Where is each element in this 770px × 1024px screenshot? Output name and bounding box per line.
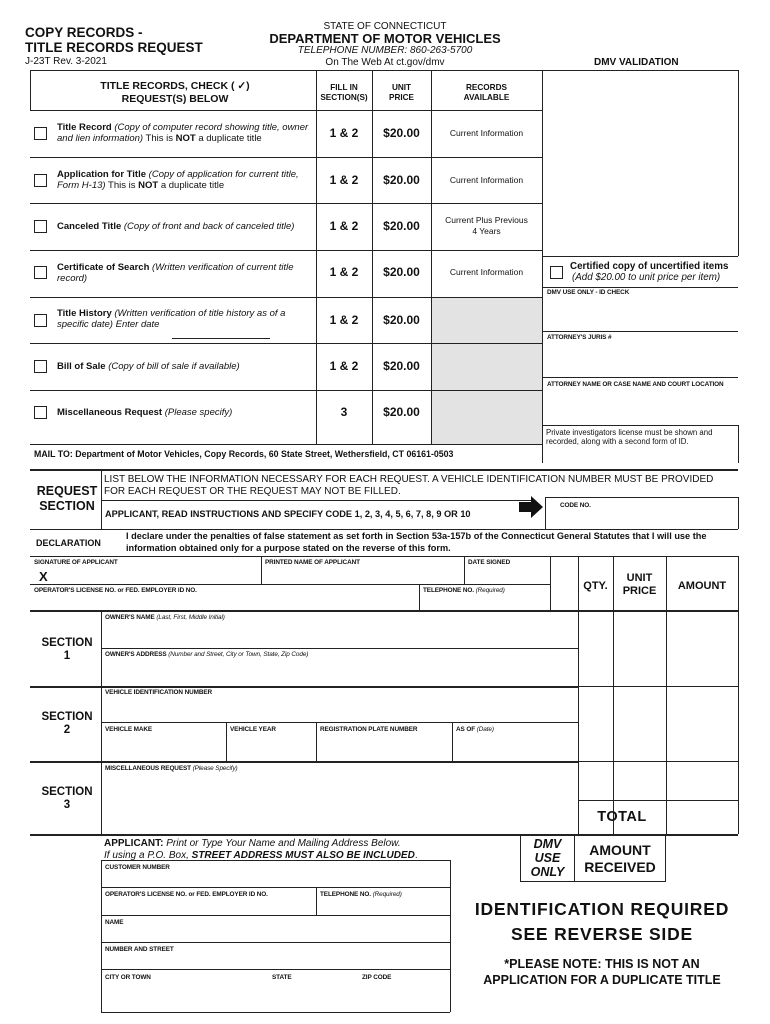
state-label: STATE [272,974,292,981]
applicant-box-right [450,860,451,1012]
unit-price-header-line2: PRICE [622,585,657,597]
certified-copy-label [570,261,728,283]
owner-name-label-text: OWNER'S NAME [105,614,155,621]
row-canceled-title [57,221,315,232]
code-no-label: CODE NO. [560,502,591,509]
request-section-label [34,484,100,514]
row-misc-request [57,407,312,418]
code-box-right [738,497,739,529]
header-title-records [60,80,290,106]
amount-received-label [575,842,665,876]
id-required-notice [452,897,752,947]
row-price: $20.00 [383,126,420,140]
header-fill-in-line1: FILL IN [330,83,358,92]
name-label: NAME [105,919,124,926]
website: On The Web At ct.gov/dmv [325,57,445,68]
city-label: CITY OR TOWN [105,974,151,981]
row-sep [30,157,542,158]
applicant-telephone-label-text: TELEPHONE NO. [320,891,371,898]
applicant-sep [101,887,450,888]
row-sections: 1 & 2 [329,173,359,187]
total-label: TOTAL [597,809,647,825]
attorney-name-field[interactable] [543,397,738,424]
declaration-text: I declare under the penalties of false statement as set forth in Section 53a-157b of the Connecticut General Statutes that I will use the information obtained only for a purpose stated on the reverse of this form. [126,531,707,553]
row-note: This is [105,180,139,191]
row-sep [30,444,542,445]
applicant-instructions [104,838,418,861]
header-fill-in [316,83,372,103]
applicant-box-top [101,860,450,861]
amount-label: AMOUNT [589,842,651,858]
header-records-available [431,83,542,103]
amount-header: AMOUNT [677,580,727,592]
form-title [25,26,203,55]
row-sections: 1 & 2 [329,313,359,327]
header-title-records-line1: TITLE RECORDS, CHECK ( ✓) [100,80,250,92]
zip-field[interactable] [357,982,449,1010]
table-top-border [30,70,542,71]
amount-top [550,556,738,557]
row-title-history [57,308,312,330]
vehicle-make-field[interactable] [102,734,225,760]
zip-label: ZIP CODE [362,974,392,981]
mail-to-address: MAIL TO: Department of Motor Vehicles, Copy Records, 60 State Street, Wethersfield, CT 06161-0503 [34,449,454,459]
row-label: Title Record [57,122,112,133]
bill-of-sale-checkbox[interactable] [34,360,47,373]
section3-label [34,786,100,812]
section2-bottom [30,761,578,763]
street-field[interactable] [102,954,449,968]
title-history-date-field[interactable] [172,338,270,339]
owner-name-field[interactable] [102,622,577,647]
amount-row-sep [578,686,738,687]
state-name: STATE OF CONNECTICUT [323,21,447,32]
applicant-box-bottom [101,1012,450,1013]
request-inner-sep [101,500,531,501]
dmv-id-check-label: DMV USE ONLY - ID CHECK [547,289,630,296]
right-panel-border [738,425,739,463]
attorney-juris-label: ATTORNEY'S JURIS # [547,334,612,341]
row-description: (Copy of application for current title, Form H-13) [57,169,299,191]
row-note-end: a duplicate title [158,180,225,191]
misc-request-label-text: MISCELLANEOUS REQUEST [105,765,191,772]
header-unit-price [372,83,431,103]
agency-header [255,21,515,69]
row-sections: 3 [340,405,348,419]
row-description: (Copy of front and back of canceled title) [121,221,295,232]
section-divider [30,469,738,471]
row-sep [30,390,542,391]
table-left-border [30,70,31,110]
validation-top-border [542,70,738,71]
request-label-line2: SECTION [39,499,95,513]
form-title-line2: TITLE RECORDS REQUEST [25,39,203,55]
right-panel-sep [542,425,738,426]
row-description: (Copy of bill of sale if available) [105,361,240,372]
sections-top [30,610,738,612]
code-no-field[interactable] [546,510,737,528]
attorney-juris-field[interactable] [543,342,738,376]
signature-field[interactable] [54,567,259,583]
date-signed-field[interactable] [465,567,549,583]
customer-number-field[interactable] [102,872,449,886]
city-field[interactable] [102,982,267,1010]
header-title-records-line2: REQUEST(S) BELOW [121,93,229,105]
section1-qty[interactable] [579,611,612,685]
owner-address-label-text: OWNER'S ADDRESS [105,651,167,658]
applicant-code-instruction: APPLICANT, READ INSTRUCTIONS AND SPECIFY CODE 1, 2, 3, 4, 5, 6, 7, 8, 9 OR 10 [105,509,471,519]
code-box-top [545,497,738,498]
title-record-checkbox[interactable] [34,127,47,140]
application-title-checkbox[interactable] [34,174,47,187]
note-line1: *PLEASE NOTE: THIS IS NOT AN [504,957,700,971]
applicant-telephone-field[interactable] [317,899,449,914]
received-label: RECEIVED [584,859,656,875]
attorney-name-label: ATTORNEY NAME OR CASE NAME AND COURT LOCATION [547,381,724,388]
unavailable-shade [432,297,542,444]
applicant-instruction-line1: Print or Type Your Name and Mailing Address Below. [163,838,401,849]
unit-price-header [613,572,666,598]
row-sections: 1 & 2 [329,219,359,233]
right-panel-sep [542,377,738,378]
section2-sep [101,722,578,723]
row-available: Current Plus Previous 4 Years [445,215,528,236]
row-note-end: a duplicate title [195,133,262,144]
applicant-sep [101,915,450,916]
vehicle-year-field[interactable] [227,734,315,760]
vehicle-make-label: VEHICLE MAKE [105,726,153,733]
as-of-hint: (Date) [476,726,494,733]
certified-copy-note: (Add $20.00 to unit price per item) [572,272,721,283]
operator-license-field[interactable] [31,595,418,609]
id-required-line1: IDENTIFICATION REQUIRED [474,899,730,919]
declaration-label: DECLARATION [36,538,101,548]
row-price: $20.00 [383,173,420,187]
row-bill-of-sale [57,361,312,372]
row-certificate-search [57,262,307,284]
amount-row-sep [578,761,738,762]
row-sections: 1 & 2 [329,265,359,279]
operator-license-label: OPERATOR'S LICENSE NO. or FED. EMPLOYER ID NO. [34,587,197,594]
applicant-license-label: OPERATOR'S LICENSE NO. or FED. EMPLOYER ID NO. [105,891,268,898]
owner-name-label [105,614,225,621]
request-instructions: LIST BELOW THE INFORMATION NECESSARY FOR EACH REQUEST. A VEHICLE IDENTIFICATION NUMBER MUST BE PROVIDED FOR EACH REQUEST OR THE REQUEST MAY NOT BE FILLED. [104,474,714,497]
row-label: Miscellaneous Request [57,407,163,418]
section1-label [34,637,100,663]
total-amount-field[interactable] [667,801,737,833]
right-panel-sep [542,287,738,288]
right-panel-sep [542,256,738,257]
header-records-available-line1: RECORDS [466,83,507,92]
dmv-id-check-field[interactable] [543,297,738,331]
dmv-label: DMV [533,837,562,851]
note-line2: APPLICATION FOR A DUPLICATE TITLE [483,973,721,987]
section1-number: 1 [63,650,71,662]
owner-address-field[interactable] [102,659,577,685]
row-title-record [57,122,312,144]
vehicle-year-label: VEHICLE YEAR [230,726,276,733]
telephone-label-text: TELEPHONE NO. [423,587,474,594]
row-application-title [57,169,315,191]
customer-number-label: CUSTOMER NUMBER [105,864,170,871]
row-price: $20.00 [383,265,420,279]
row-description: (Written verification of title history as of a specific date) Enter date [57,308,286,330]
row-label: Certificate of Search [57,262,150,273]
certified-copy-checkbox[interactable] [550,266,563,279]
header-unit-price-line2: PRICE [388,93,415,102]
row-description: (Written verification of current title record) [57,262,294,284]
dmv-use-only-label [521,837,574,879]
row-note-emphasis: NOT [175,133,196,144]
applicant-sep [101,969,450,970]
section2-label-text: SECTION [41,711,93,723]
misc-request-label [105,765,238,772]
owner-name-hint: (Last, First, Middle Initial) [156,614,225,621]
applicant-telephone-label [320,891,402,898]
canceled-title-checkbox[interactable] [34,220,47,233]
license-row-top [30,584,550,585]
plate-number-field[interactable] [317,734,451,760]
row-label: Bill of Sale [57,361,106,372]
signature-label: SIGNATURE OF APPLICANT [34,559,118,566]
header-unit-price-line1: UNIT [391,83,412,92]
signature-row-top [30,556,550,557]
row-available: Current Information [449,175,524,185]
applicant-sep [101,942,450,943]
row-available: Current Information [449,267,524,277]
row-label: Title History [57,308,112,319]
section1-bottom [30,686,578,688]
row-note-emphasis: NOT [138,180,159,191]
validation-right-border [738,70,739,256]
section3-number: 3 [63,799,71,811]
as-of-label [456,726,494,733]
table-header-bottom [30,110,542,111]
row-label: Canceled Title [57,221,122,232]
unit-price-header-line1: UNIT [626,572,653,584]
declaration-top [30,529,738,530]
row-sections: 1 & 2 [329,359,359,373]
id-required-line2: SEE REVERSE SIDE [510,924,694,944]
dmv-validation-label: DMV VALIDATION [594,57,679,68]
row-price: $20.00 [383,359,420,373]
telephone-field[interactable] [420,595,549,609]
row-description: (Please specify) [162,407,233,418]
row-sep [30,203,542,204]
row-description: (Copy of computer record showing title, owner and lien information) [57,122,309,144]
telephone-required: (Required) [475,587,505,594]
row-sep [30,297,542,298]
applicant-license-field[interactable] [102,899,315,914]
form-number: J-23T Rev. 3-2021 [25,56,107,67]
plate-number-label: REGISTRATION PLATE NUMBER [320,726,418,733]
misc-request-checkbox[interactable] [34,406,47,419]
printed-name-field[interactable] [262,567,463,583]
header-fill-in-line2: SECTION(S) [320,93,368,102]
form-title-line1: COPY RECORDS - [25,25,143,40]
private-investigator-note: Private investigators license must be shown and recorded, along with a second form of ID. [546,428,713,447]
section2-label [34,711,100,737]
as-of-date-field[interactable] [453,734,577,760]
applicant-instruction-line2: If using a P.O. Box, [104,849,192,861]
request-label-line1: REQUEST [36,484,98,498]
date-signed-label: DATE SIGNED [468,559,511,566]
applicant-heading: APPLICANT: [104,838,164,849]
only-label: ONLY [530,865,565,879]
row-price: $20.00 [383,219,420,233]
use-label: USE [534,851,561,865]
applicant-telephone-required: (Required) [372,891,402,898]
row-price: $20.00 [383,313,420,327]
header-records-available-line2: AVAILABLE [463,93,510,102]
amount-area-left [550,556,551,611]
department-name: DEPARTMENT OF MOTOR VEHICLES [269,31,501,46]
row-sep [30,250,542,251]
row-label: Application for Title [57,169,147,180]
applicant-instruction-emphasis: STREET ADDRESS MUST ALSO BE INCLUDED [191,849,415,861]
owner-address-label [105,651,308,658]
section3-label-text: SECTION [41,786,93,798]
applicant-instruction-end: . [414,849,418,861]
as-of-label-text: AS OF [456,726,476,733]
section1-label-text: SECTION [41,637,93,649]
section3-bottom [30,834,578,836]
street-label: NUMBER AND STREET [105,946,174,953]
certified-copy-title: Certified copy of uncertified items [570,261,729,272]
row-sep [30,343,542,344]
telephone-label [423,587,505,594]
section2-number: 2 [63,724,71,736]
owner-address-hint: (Number and Street, City or Town, State, Zip Code) [168,651,309,658]
row-sections: 1 & 2 [329,126,359,140]
state-field[interactable] [268,982,356,1010]
row-available: Current Information [449,128,524,138]
arrow-right-icon [519,496,543,523]
request-divider [101,469,102,529]
phone-number: TELEPHONE NUMBER: 860-263-5700 [297,45,473,56]
duplicate-title-note [452,956,752,988]
certificate-search-checkbox[interactable] [34,266,47,279]
qty-header: QTY. [583,580,608,592]
signature-x-mark: X [39,569,48,584]
amount-received-field[interactable] [667,835,738,882]
qty-left [578,556,579,834]
section1-sep [101,648,578,649]
vin-label: VEHICLE IDENTIFICATION NUMBER [105,689,213,696]
printed-name-label: PRINTED NAME OF APPLICANT [265,559,360,566]
right-panel-sep [542,331,738,332]
misc-request-field[interactable] [102,773,577,833]
unit-price-right [666,556,667,834]
vin-field[interactable] [102,697,577,721]
row-note: This is [143,133,176,144]
amount-right [738,556,739,834]
name-field[interactable] [102,927,449,941]
title-history-checkbox[interactable] [34,314,47,327]
section1-amount[interactable] [667,611,737,685]
misc-request-hint: (Please Specify) [192,765,238,772]
row-price: $20.00 [383,405,420,419]
